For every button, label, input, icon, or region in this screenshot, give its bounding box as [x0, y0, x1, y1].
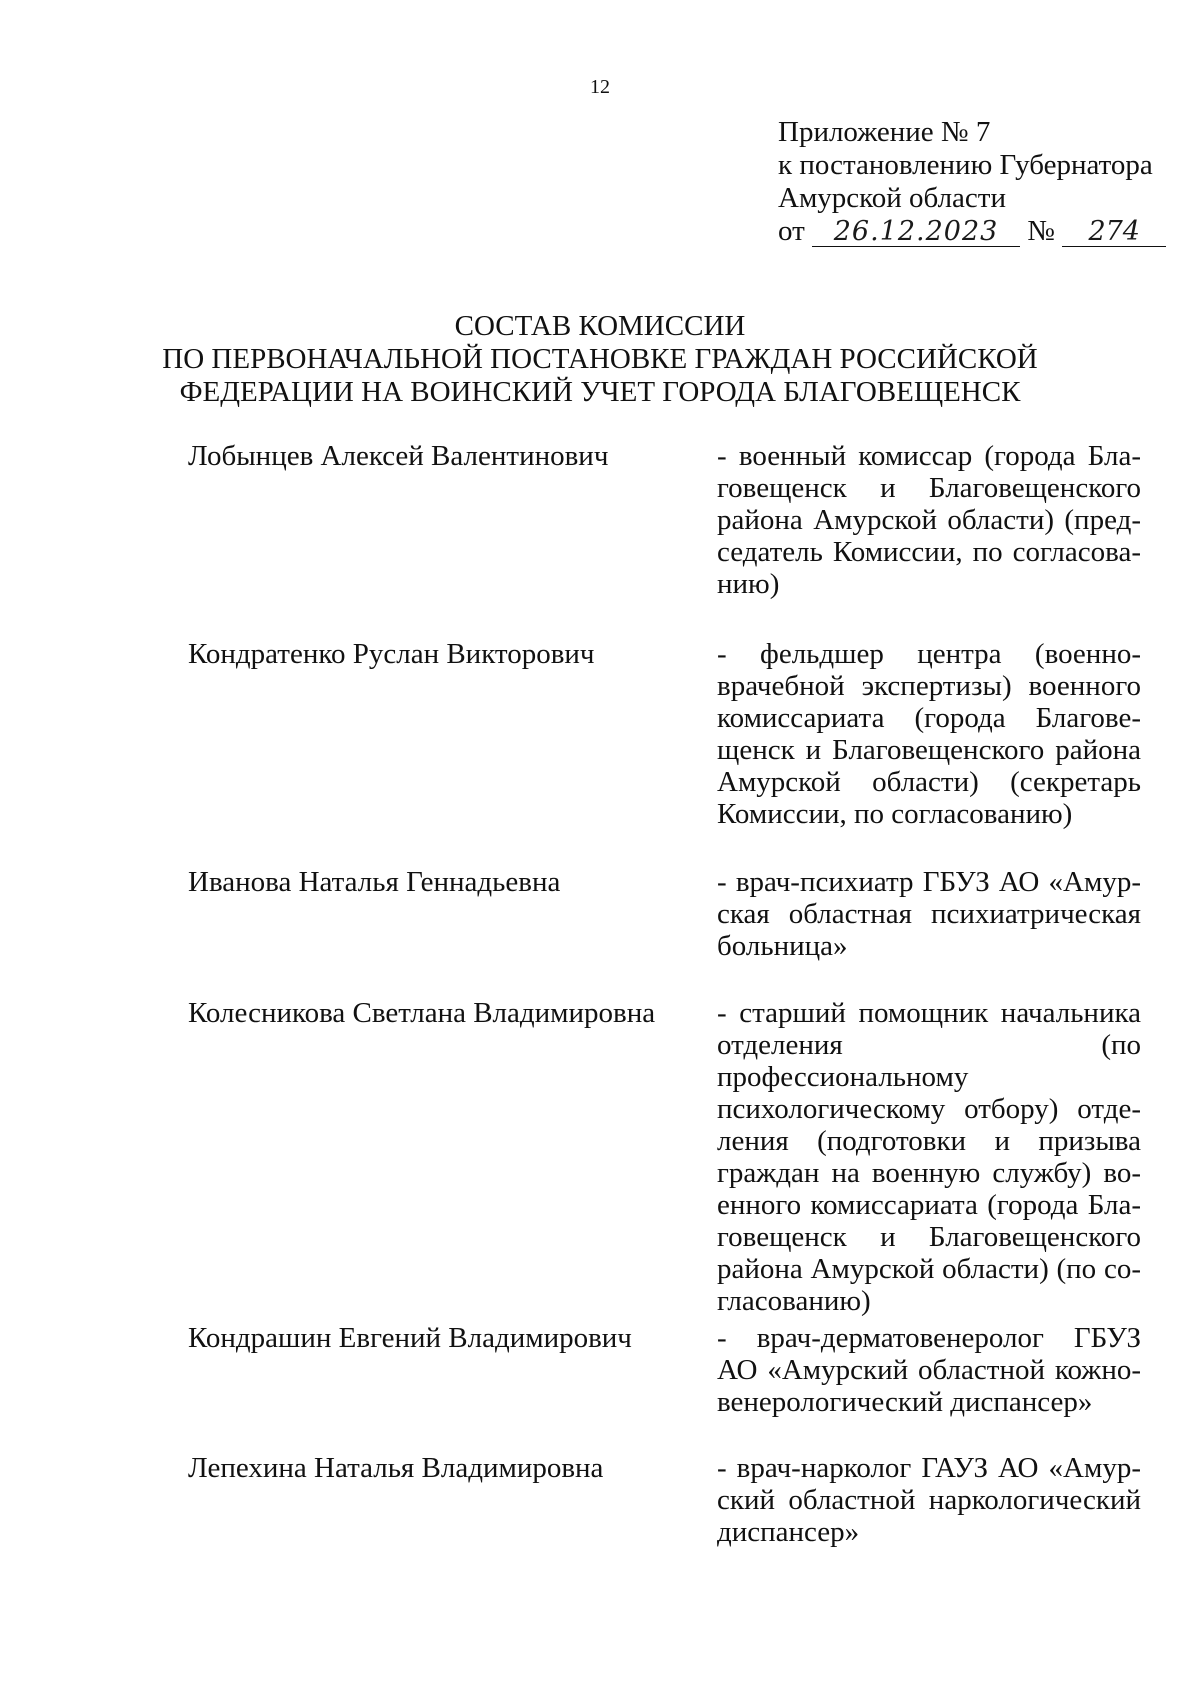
member-role: - старший помощник начальника отделения (по профессиональному психологическому отбору) отделения (подготовки и призыва граждан на военную службу) военного комиссариата (города Благовещенск и Благовещенского района Амурской области) (по согласованию): [717, 997, 1141, 1317]
member-role: - фельдшер центра (военно-врачебной экспертизы) военного комиссариата (города Благовещенск и Благовещенского района Амурской области) (секретарь Комиссии, по согласованию): [717, 638, 1141, 830]
handwritten-number: 274: [1062, 218, 1166, 247]
title-line-3: ФЕДЕРАЦИИ НА ВОИНСКИЙ УЧЕТ ГОРОДА БЛАГОВЕЩЕНСК: [179, 376, 1021, 408]
member-role: - военный комиссар (города Благовещенск и Благовещенского района Амурской области) (председатель Комиссии, по согласованию): [717, 440, 1141, 600]
date-prefix: от: [778, 215, 805, 247]
member-name: Кондрашин Евгений Владимирович: [188, 1322, 632, 1354]
title-line-2: ПО ПЕРВОНАЧАЛЬНОЙ ПОСТАНОВКЕ ГРАЖДАН РОССИЙСКОЙ: [162, 343, 1038, 375]
title-line-1: СОСТАВ КОМИССИИ: [454, 310, 746, 342]
member-name: Лепехина Наталья Владимировна: [188, 1452, 604, 1484]
page-number: 12: [590, 76, 610, 98]
number-sign: №: [1027, 215, 1055, 247]
appendix-region: Амурской области: [778, 182, 1006, 214]
member-name: Кондратенко Руслан Викторович: [188, 638, 595, 670]
document-title: [0, 310, 1200, 409]
member-name: Колесникова Светлана Владимировна: [188, 997, 656, 1029]
handwritten-date: 26.12.2023: [812, 218, 1020, 247]
appendix-title: Приложение № 7: [778, 116, 991, 148]
member-role: - врач-нарколог ГАУЗ АО «Амурский областной наркологический диспансер»: [717, 1452, 1141, 1548]
appendix-reference: к постановлению Губернатора: [778, 149, 1153, 181]
member-role: - врач-дерматовенеролог ГБУЗ АО «Амурский областной кожно-венерологический диспансер»: [717, 1322, 1141, 1418]
appendix-date-line: [778, 215, 1166, 248]
member-role: - врач-психиатр ГБУЗ АО «Амурская областная психиатрическая больница»: [717, 866, 1141, 962]
member-name: Иванова Наталья Геннадьевна: [188, 866, 561, 898]
appendix-block: [778, 116, 1166, 248]
member-name: Лобынцев Алексей Валентинович: [188, 440, 609, 472]
